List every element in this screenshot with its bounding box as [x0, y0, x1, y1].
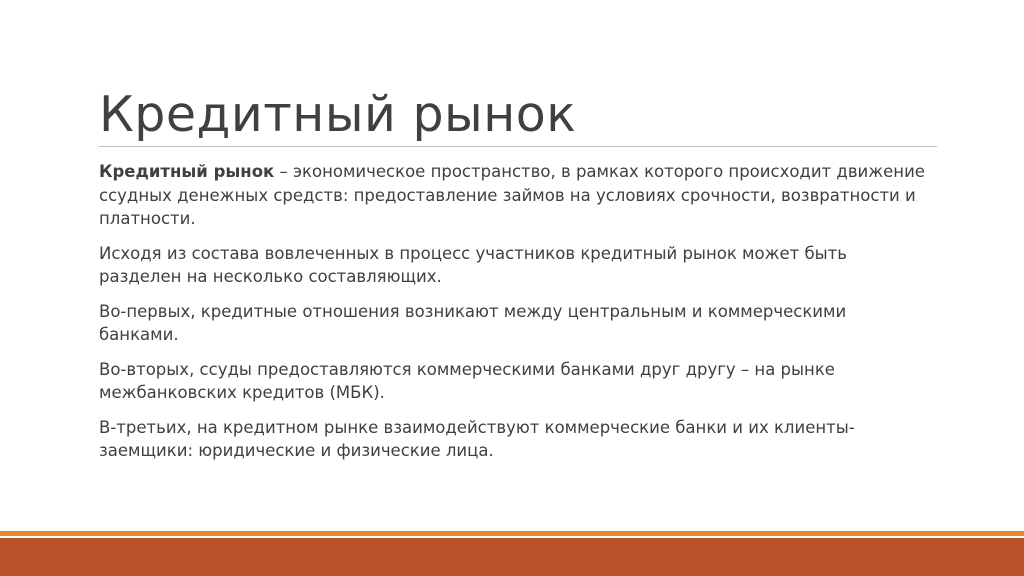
- footer-accent-stripe: [0, 531, 1024, 536]
- paragraph-components: Исходя из состава вовлеченных в процесс участников кредитный рынок может быть разделен на несколько составляющих.: [99, 243, 848, 286]
- definition-text: – экономическое пространство, в рамках которого происходит движение ссудных денежных средств: предоставление займов на условиях срочности, возвратности и платности.: [99, 162, 925, 228]
- definition-term: Кредитный рынок: [99, 162, 275, 181]
- title-divider: [99, 146, 937, 147]
- paragraph-definition: [99, 160, 929, 231]
- paragraph-second: Во-вторых, ссуды предоставляются коммерческими банками друг другу – на рынке межбанковских кредитов (МБК).: [99, 359, 835, 402]
- slide-body: [99, 160, 929, 474]
- paragraph-first: Во-первых, кредитные отношения возникают между центральным и коммерческими банками.: [99, 301, 847, 344]
- paragraph-third: В-третьих, на кредитном рынке взаимодействуют коммерческие банки и их клиенты- заемщики: юридические и физические лица.: [99, 417, 855, 460]
- slide-title: Кредитный рынок: [99, 86, 577, 143]
- footer-band: [0, 538, 1024, 576]
